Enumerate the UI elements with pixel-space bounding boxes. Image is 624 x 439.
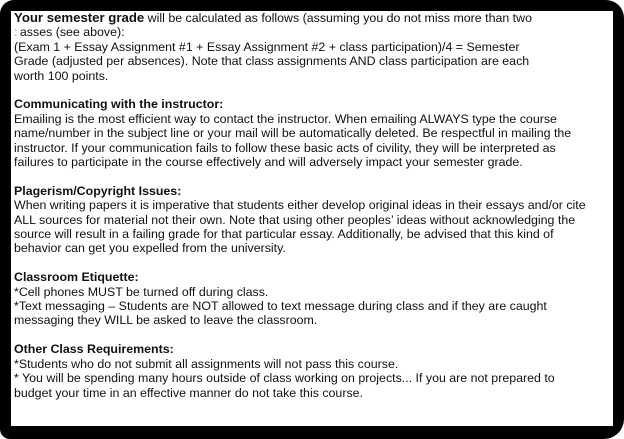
grading-line-2 bbox=[14, 25, 610, 39]
grading-lead-bold: Your semester grade bbox=[14, 11, 145, 25]
communicating-line-3: instructor. If your communication fails to follow these basic acts of civility, they will be interpreted as bbox=[14, 140, 556, 155]
requirements-line-2: * You will be spending many hours outside of class working on projects... If you are not prepared to bbox=[14, 371, 555, 386]
etiquette-line-1: *Cell phones MUST be turned off during class. bbox=[14, 284, 269, 299]
etiquette-line-3: messaging they WILL be asked to leave the classroom. bbox=[14, 313, 318, 328]
plagiarism-heading: Plagerism/Copyright Issues: bbox=[14, 183, 182, 198]
etiquette-heading: Classroom Etiquette: bbox=[14, 270, 139, 285]
plagiarism-line-1: When writing papers it is imperative that students either develop original ideas in their essays and/or cite bbox=[14, 198, 586, 213]
requirements-heading: Other Class Requirements: bbox=[14, 342, 174, 357]
plagiarism-line-2: ALL sources for material not their own. Note that using other peoples’ ideas without acknowledging the bbox=[14, 212, 576, 227]
grading-line-1 bbox=[14, 11, 610, 25]
section-etiquette bbox=[14, 270, 610, 328]
plagiarism-line-4: behavior can get you expelled from the university. bbox=[14, 241, 286, 256]
section-communicating bbox=[14, 97, 610, 169]
grading-line-1-text: will be calculated as follows (assuming you do not miss more than two bbox=[144, 11, 532, 25]
communicating-line-2: name/number in the subject line or your mail will be automatically deleted. Be respectful in mailing the bbox=[14, 126, 572, 141]
document-page bbox=[11, 11, 613, 426]
section-semester-grade bbox=[14, 11, 610, 83]
section-plagiarism bbox=[14, 184, 610, 256]
section-requirements bbox=[14, 342, 610, 400]
grading-line-5: worth 100 points. bbox=[14, 68, 109, 83]
grading-line-3: (Exam 1 + Essay Assignment #1 + Essay Assignment #2 + class participation)/4 = Semester bbox=[14, 39, 520, 54]
requirements-line-3: budget your time in an effective manner do not take this course. bbox=[14, 385, 363, 400]
partial-glyph: : bbox=[14, 25, 17, 40]
communicating-heading: Communicating with the instructor: bbox=[14, 97, 224, 112]
grading-line-4: Grade (adjusted per absences). Note that class assignments AND class participation are each bbox=[14, 54, 530, 69]
communicating-line-4: failures to participate in the course effectively and will adversely impact your semester grade. bbox=[14, 155, 523, 170]
etiquette-line-2: *Text messaging – Students are NOT allowed to text message during class and if they are caught bbox=[14, 299, 547, 314]
syllabus-content bbox=[14, 11, 610, 414]
communicating-line-1: Emailing is the most efficient way to contact the instructor. When emailing ALWAYS type the course bbox=[14, 111, 557, 126]
plagiarism-line-3: source will result in a failing grade for that particular essay. Additionally, be advised that this kind of bbox=[14, 227, 554, 242]
requirements-line-1: *Students who do not submit all assignments will not pass this course. bbox=[14, 356, 399, 371]
grading-line-2-text: asses (see above): bbox=[19, 25, 125, 40]
